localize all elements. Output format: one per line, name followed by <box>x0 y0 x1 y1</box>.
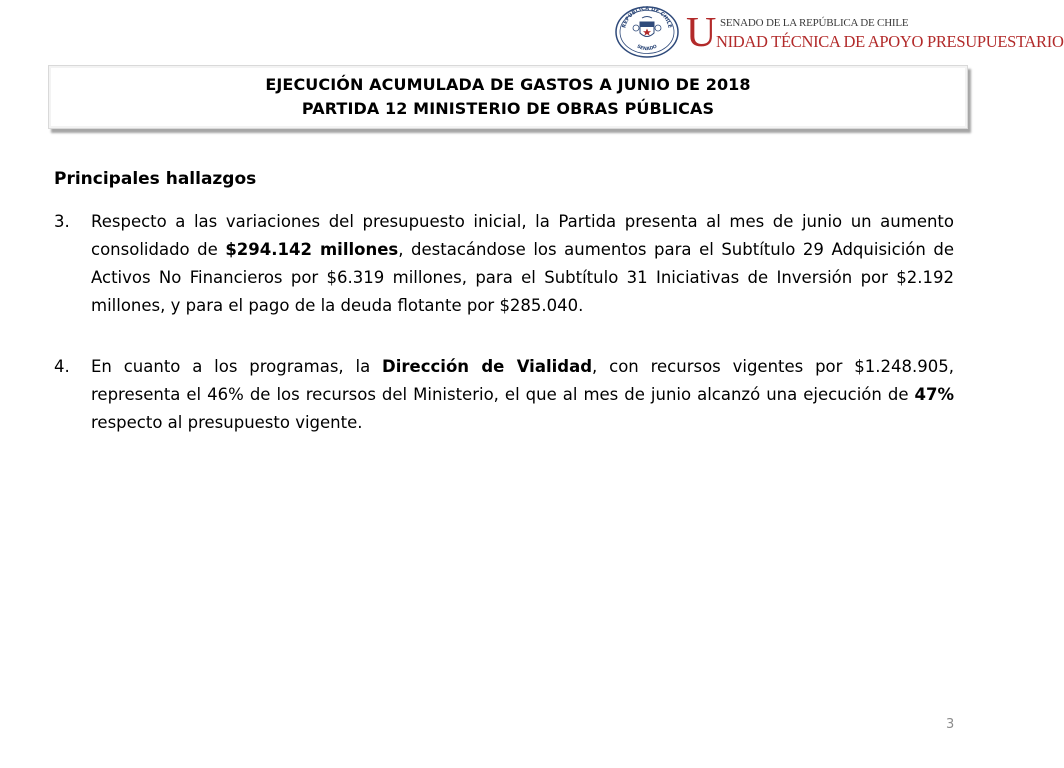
title-box <box>48 65 968 129</box>
finding-text-part: respecto al presupuesto vigente. <box>91 413 363 432</box>
page-subtitle: PARTIDA 12 MINISTERIO DE OBRAS PÚBLICAS <box>301 99 715 118</box>
finding-highlight-entity: Dirección de Vialidad <box>382 357 593 376</box>
finding-text <box>91 208 954 320</box>
institution-logo <box>614 6 1064 58</box>
finding-text-part: En cuanto a los programas, la <box>91 357 383 376</box>
logo-unit-name: NIDAD TÉCNICA DE APOYO PRESUPUESTARIO <box>716 32 1064 51</box>
finding-highlight-amount: $294.142 millones <box>225 240 399 259</box>
page-number: 3 <box>946 717 955 732</box>
seal-top-text: REPÚBLICA DE CHILE <box>621 6 673 29</box>
finding-text <box>91 353 954 437</box>
finding-text-part: Respecto a las variaciones del presupuesto inicial, la Partida presenta al mes de junio un aumento consolidado de <box>91 212 954 259</box>
page-title: EJECUCIÓN ACUMULADA DE GASTOS A JUNIO DE 2018 <box>265 75 751 94</box>
finding-text-part: , con recursos vigentes por $1.248.905, representa el 46% de los recursos del Ministerio, el que al mes de junio alcanzó una ejecución de <box>91 357 954 404</box>
finding-highlight-percent: 47% <box>914 385 954 404</box>
seal-bottom-text: SENADO <box>635 44 659 53</box>
finding-text-part: , destacándose los aumentos para el Subtítulo 29 Adquisición de Activos No Financieros por $6.319 millones, para el Subtítulo 31 Iniciativas de Inversión por $2.192 millones, y para el pago de la deuda flotante por $285.040. <box>91 240 954 315</box>
finding-item <box>54 208 954 320</box>
logo-initial-letter: U <box>686 10 717 56</box>
section-heading: Principales hallazgos <box>54 169 257 189</box>
senate-seal-icon <box>614 6 680 58</box>
finding-number: 4. <box>54 357 70 376</box>
finding-number: 3. <box>54 212 70 231</box>
logo-senate-name: SENADO DE LA REPÚBLICA DE CHILE <box>720 17 909 29</box>
finding-item <box>54 353 954 437</box>
